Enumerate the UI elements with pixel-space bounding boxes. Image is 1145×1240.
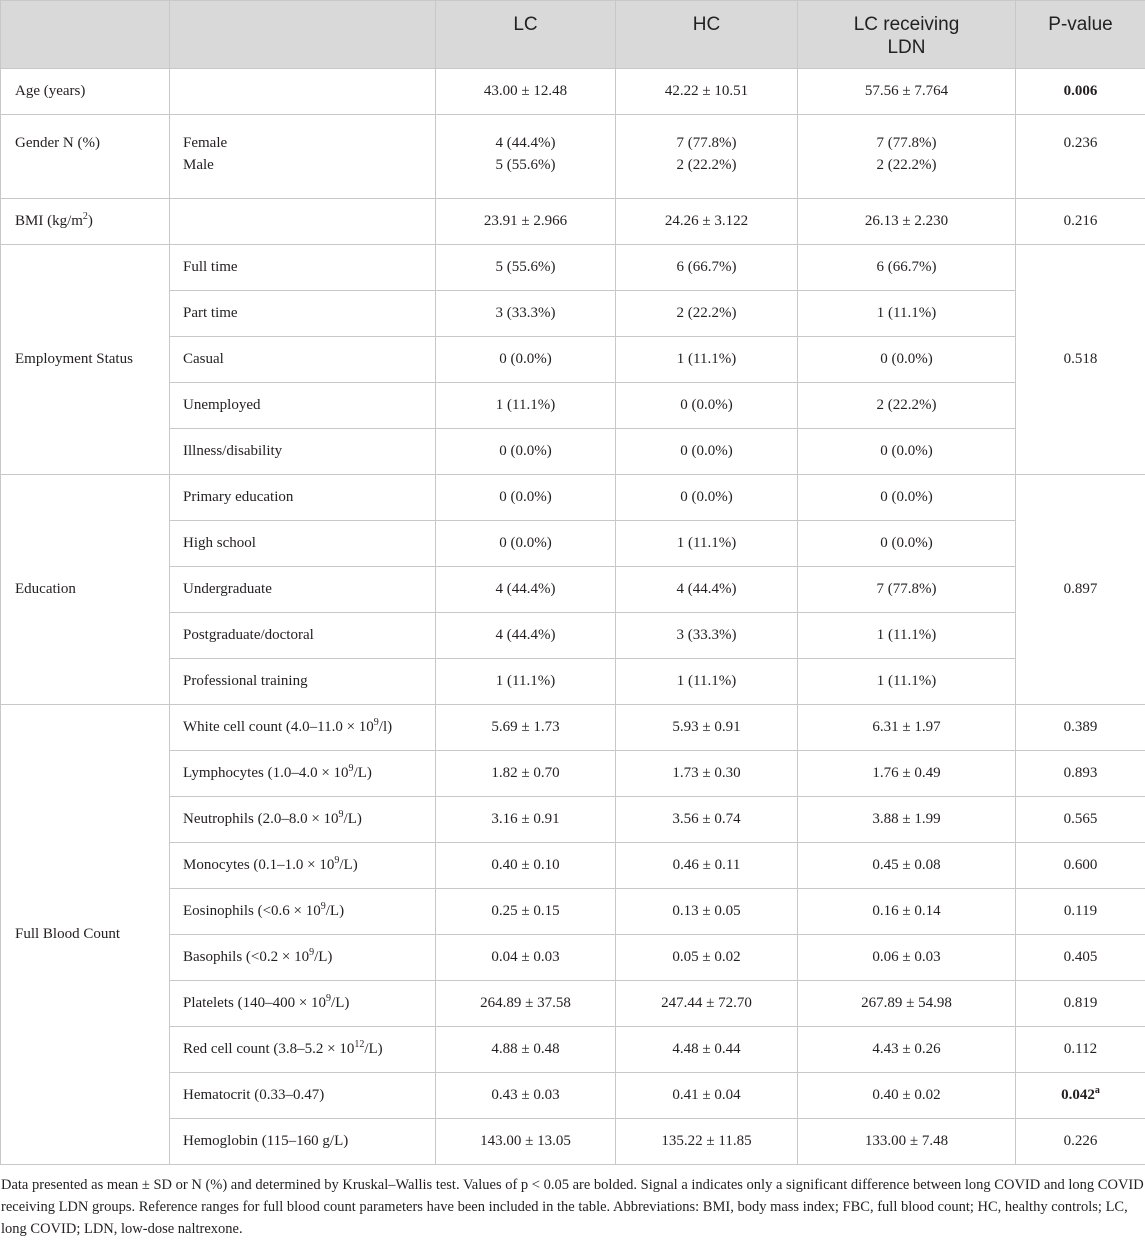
sub-label-unit: /L) (339, 857, 357, 873)
cell-lc: 3.16 ± 0.91 (436, 797, 616, 843)
table-row-employment (1, 337, 1145, 383)
sub-label (170, 751, 436, 797)
sub-label-text: White cell count (4.0–11.0 × 10 (183, 719, 374, 735)
sub-label-unit: /L) (331, 995, 349, 1011)
sub-label-unit: /L) (364, 1041, 382, 1057)
cell-lc: 0 (0.0%) (436, 475, 616, 521)
cell-lc: 0 (0.0%) (436, 521, 616, 567)
row-label: Gender N (%) (1, 115, 170, 199)
cell-ldn: 3.88 ± 1.99 (798, 797, 1016, 843)
cell-lc: 23.91 ± 2.966 (436, 199, 616, 245)
cell-ldn: 1 (11.1%) (798, 659, 1016, 705)
cell-hc: 0 (0.0%) (616, 383, 798, 429)
cell-ldn: 6 (66.7%) (798, 245, 1016, 291)
cell-ldn-female: 7 (77.8%) (798, 132, 1015, 154)
cell-hc-male: 2 (22.2%) (616, 154, 797, 176)
group-label-education: Education (1, 475, 170, 705)
table-row-education (1, 521, 1145, 567)
cell-hc: 1.73 ± 0.30 (616, 751, 798, 797)
cell-p-value: 0.236 (1016, 115, 1145, 199)
cell-p-value: 0.389 (1016, 705, 1145, 751)
sub-label-sup: 9 (321, 901, 326, 912)
header-row (1, 1, 1145, 69)
sub-label (170, 797, 436, 843)
cell-hc: 0.05 ± 0.02 (616, 935, 798, 981)
cell-lc: 0.40 ± 0.10 (436, 843, 616, 889)
cell-ldn: 0.40 ± 0.02 (798, 1073, 1016, 1119)
table-row-age (1, 69, 1145, 115)
cell-hc: 6 (66.7%) (616, 245, 798, 291)
cell-hc: 247.44 ± 72.70 (616, 981, 798, 1027)
cell-lc: 0 (0.0%) (436, 429, 616, 475)
sub-label: Casual (170, 337, 436, 383)
header-lc-ldn-line1: LC receiving (798, 13, 1015, 36)
cell-hc (616, 115, 798, 199)
cell-hc: 0.41 ± 0.04 (616, 1073, 798, 1119)
cell-lc: 0 (0.0%) (436, 337, 616, 383)
cell-ldn: 57.56 ± 7.764 (798, 69, 1016, 115)
cell-ldn: 0 (0.0%) (798, 475, 1016, 521)
sub-label-text: Red cell count (3.8–5.2 × 10 (183, 1041, 354, 1057)
sub-label (170, 115, 436, 199)
cell-ldn: 1 (11.1%) (798, 613, 1016, 659)
table-row-fbc (1, 981, 1145, 1027)
sub-label-text: Eosinophils (<0.6 × 10 (183, 903, 321, 919)
cell-lc-female: 4 (44.4%) (436, 132, 615, 154)
cell-lc: 5.69 ± 1.73 (436, 705, 616, 751)
sub-label-text: Neutrophils (2.0–8.0 × 10 (183, 811, 339, 827)
cell-ldn: 6.31 ± 1.97 (798, 705, 1016, 751)
cell-ldn: 0.16 ± 0.14 (798, 889, 1016, 935)
header-blank-1 (1, 1, 170, 69)
cell-lc: 1.82 ± 0.70 (436, 751, 616, 797)
table-row-fbc (1, 751, 1145, 797)
table-row-fbc (1, 1073, 1145, 1119)
cell-lc: 3 (33.3%) (436, 291, 616, 337)
cell-hc: 1 (11.1%) (616, 521, 798, 567)
cell-ldn (798, 115, 1016, 199)
cell-lc: 4.88 ± 0.48 (436, 1027, 616, 1073)
cell-hc: 0.13 ± 0.05 (616, 889, 798, 935)
cell-ldn: 0.06 ± 0.03 (798, 935, 1016, 981)
cell-p-value: 0.565 (1016, 797, 1145, 843)
cell-lc: 43.00 ± 12.48 (436, 69, 616, 115)
table-row-bmi (1, 199, 1145, 245)
cell-p-value-employment: 0.518 (1016, 245, 1145, 475)
bmi-label-text: BMI (kg/m (15, 213, 83, 229)
cell-p-value-education: 0.897 (1016, 475, 1145, 705)
table-row-education (1, 659, 1145, 705)
table-row-education (1, 567, 1145, 613)
table-row-fbc (1, 935, 1145, 981)
cell-hc: 42.22 ± 10.51 (616, 69, 798, 115)
cell-ldn: 0 (0.0%) (798, 337, 1016, 383)
cell-hc: 5.93 ± 0.91 (616, 705, 798, 751)
empty-cell (170, 69, 436, 115)
table-row-fbc (1, 1119, 1145, 1165)
sub-label-sup: 9 (309, 947, 314, 958)
sub-label (170, 981, 436, 1027)
sub-label-text: Monocytes (0.1–1.0 × 10 (183, 857, 334, 873)
cell-lc: 4 (44.4%) (436, 567, 616, 613)
cell-ldn: 1 (11.1%) (798, 291, 1016, 337)
cell-p-value: 0.216 (1016, 199, 1145, 245)
cell-hc: 0.46 ± 0.11 (616, 843, 798, 889)
header-lc-ldn-line2: LDN (798, 36, 1015, 59)
cell-lc-male: 5 (55.6%) (436, 154, 615, 176)
sub-label: Part time (170, 291, 436, 337)
table-row-employment (1, 383, 1145, 429)
sub-label-sup: 9 (374, 717, 379, 728)
sub-label: Professional training (170, 659, 436, 705)
sub-label: Hematocrit (0.33–0.47) (170, 1073, 436, 1119)
cell-lc: 1 (11.1%) (436, 659, 616, 705)
sub-label-sup: 9 (339, 809, 344, 820)
header-blank-2 (170, 1, 436, 69)
sub-label: Undergraduate (170, 567, 436, 613)
bmi-label-close: ) (88, 213, 93, 229)
cell-hc: 3 (33.3%) (616, 613, 798, 659)
cell-p-value: 0.226 (1016, 1119, 1145, 1165)
table-row-fbc (1, 889, 1145, 935)
cell-ldn: 2 (22.2%) (798, 383, 1016, 429)
table-row-employment (1, 429, 1145, 475)
cell-p-value: 0.600 (1016, 843, 1145, 889)
cell-p-value (1016, 1073, 1145, 1119)
cell-p-value: 0.893 (1016, 751, 1145, 797)
sub-label: Hemoglobin (115–160 g/L) (170, 1119, 436, 1165)
sub-label-unit: /l) (379, 719, 392, 735)
sub-label-unit: /L) (354, 765, 372, 781)
cell-hc: 1 (11.1%) (616, 337, 798, 383)
sub-label-sup: 9 (326, 993, 331, 1004)
cell-lc: 0.43 ± 0.03 (436, 1073, 616, 1119)
cell-hc: 4.48 ± 0.44 (616, 1027, 798, 1073)
cell-hc: 24.26 ± 3.122 (616, 199, 798, 245)
cell-p-value: 0.819 (1016, 981, 1145, 1027)
table-row-fbc (1, 705, 1145, 751)
cell-ldn: 0.45 ± 0.08 (798, 843, 1016, 889)
cell-p-value: 0.112 (1016, 1027, 1145, 1073)
sub-label-unit: /L) (314, 949, 332, 965)
sub-label-unit: /L) (344, 811, 362, 827)
table-footnote: Data presented as mean ± SD or N (%) and determined by Kruskal–Wallis test. Values of p < 0.05 are bolded. Signal a indicates only a significant difference between long COVID and long COVID receiving LDN groups. Reference ranges for full blood count parameters have been included in the table. Abbreviations: BMI, body mass index; FBC, full blood count; HC, healthy controls; LC, long COVID; LDN, low-dose naltrexone. (0, 1165, 1145, 1240)
sub-label (170, 1027, 436, 1073)
cell-ldn-male: 2 (22.2%) (798, 154, 1015, 176)
header-p-value: P-value (1016, 1, 1145, 69)
cell-ldn: 1.76 ± 0.49 (798, 751, 1016, 797)
cell-ldn: 4.43 ± 0.26 (798, 1027, 1016, 1073)
table-row-employment (1, 291, 1145, 337)
sub-label-text: Lymphocytes (1.0–4.0 × 10 (183, 765, 349, 781)
sub-label-female: Female (183, 132, 435, 154)
cell-ldn: 133.00 ± 7.48 (798, 1119, 1016, 1165)
cell-hc: 3.56 ± 0.74 (616, 797, 798, 843)
cell-lc: 0.25 ± 0.15 (436, 889, 616, 935)
cell-lc: 264.89 ± 37.58 (436, 981, 616, 1027)
group-label-employment: Employment Status (1, 245, 170, 475)
table-row-fbc (1, 797, 1145, 843)
cell-hc: 0 (0.0%) (616, 475, 798, 521)
sub-label: Unemployed (170, 383, 436, 429)
cell-lc: 1 (11.1%) (436, 383, 616, 429)
header-hc: HC (616, 1, 798, 69)
sub-label: Full time (170, 245, 436, 291)
cell-ldn: 0 (0.0%) (798, 429, 1016, 475)
sub-label-sup: 9 (349, 763, 354, 774)
cell-lc: 4 (44.4%) (436, 613, 616, 659)
cell-lc: 143.00 ± 13.05 (436, 1119, 616, 1165)
cell-hc: 4 (44.4%) (616, 567, 798, 613)
group-label-fbc: Full Blood Count (1, 705, 170, 1165)
cell-hc: 0 (0.0%) (616, 429, 798, 475)
cell-ldn: 26.13 ± 2.230 (798, 199, 1016, 245)
sub-label-text: Basophils (<0.2 × 10 (183, 949, 309, 965)
sub-label: High school (170, 521, 436, 567)
cell-hc: 2 (22.2%) (616, 291, 798, 337)
cell-lc (436, 115, 616, 199)
table-row-education (1, 613, 1145, 659)
table-row-education (1, 475, 1145, 521)
cell-hc-female: 7 (77.8%) (616, 132, 797, 154)
bmi-label-sup: 2 (83, 211, 88, 222)
cell-p-value: 0.405 (1016, 935, 1145, 981)
cell-hc: 135.22 ± 11.85 (616, 1119, 798, 1165)
table-row-gender (1, 115, 1145, 199)
table-row-fbc (1, 1027, 1145, 1073)
cell-lc: 0.04 ± 0.03 (436, 935, 616, 981)
sub-label-sup: 12 (354, 1039, 364, 1050)
sub-label: Primary education (170, 475, 436, 521)
cell-p-value: 0.119 (1016, 889, 1145, 935)
sub-label (170, 843, 436, 889)
row-label (1, 199, 170, 245)
sub-label (170, 889, 436, 935)
cell-ldn: 267.89 ± 54.98 (798, 981, 1016, 1027)
sub-label-unit: /L) (326, 903, 344, 919)
cell-ldn: 7 (77.8%) (798, 567, 1016, 613)
sub-label (170, 705, 436, 751)
cell-hc: 1 (11.1%) (616, 659, 798, 705)
table-row-employment (1, 245, 1145, 291)
cell-p-value: 0.006 (1016, 69, 1145, 115)
cell-ldn: 0 (0.0%) (798, 521, 1016, 567)
header-lc: LC (436, 1, 616, 69)
p-value-bold: 0.042 (1061, 1087, 1095, 1103)
cell-lc: 5 (55.6%) (436, 245, 616, 291)
sub-label: Illness/disability (170, 429, 436, 475)
sub-label-male: Male (183, 154, 435, 176)
p-value-footnote-mark: a (1095, 1085, 1100, 1096)
sub-label-sup: 9 (334, 855, 339, 866)
sub-label (170, 935, 436, 981)
sub-label-text: Platelets (140–400 × 10 (183, 995, 326, 1011)
table-row-fbc (1, 843, 1145, 889)
empty-cell (170, 199, 436, 245)
row-label: Age (years) (1, 69, 170, 115)
sub-label: Postgraduate/doctoral (170, 613, 436, 659)
header-lc-ldn (798, 1, 1016, 69)
